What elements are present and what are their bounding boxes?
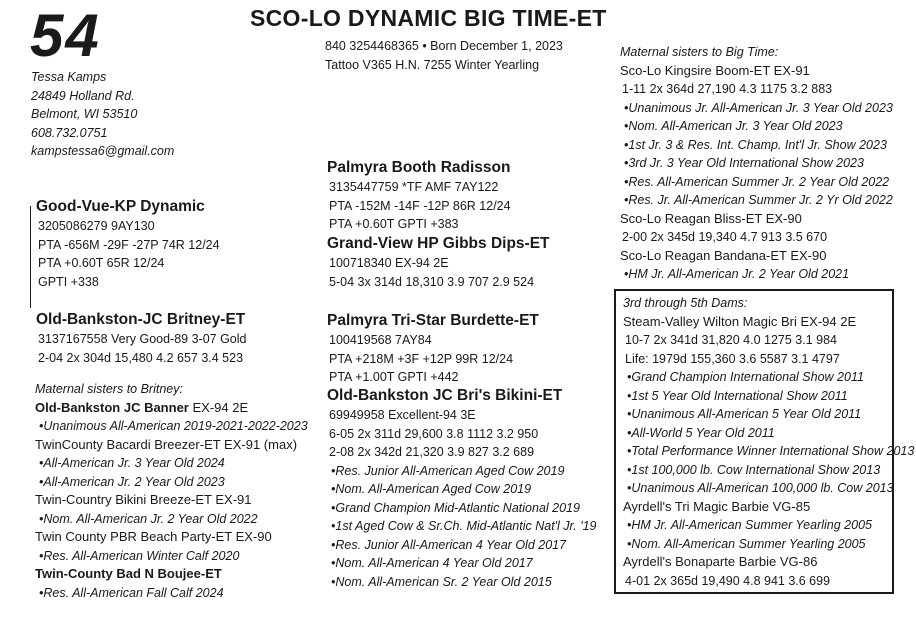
production-record: 10-7 2x 341d 31,820 4.0 1275 3.1 984 [625, 333, 837, 347]
award: •Grand Champion International Show 2011 [627, 370, 864, 384]
production-record: 2-00 2x 345d 19,340 4.7 913 3.5 670 [622, 230, 828, 244]
sire-dam-name: Grand-View HP Gibbs Dips-ET [327, 235, 550, 252]
dam-dam-block [327, 386, 597, 591]
sister-name: Sco-Lo Reagan Bliss-ET EX-90 [620, 210, 802, 226]
sire-dam-line: 5-04 3x 314d 18,310 3.9 707 2.9 524 [329, 274, 535, 289]
production-record: Life: 1979d 155,360 3.6 5587 3.1 4797 [625, 351, 840, 366]
sire-line: PTA -656M -29F -27P 74R 12/24 [38, 237, 220, 252]
sister-name: Twin-County Bad N Boujee-ET [35, 566, 222, 581]
sister-name: TwinCounty Bacardi Breezer-ET EX-91 (max) [35, 436, 298, 452]
dam-name: Steam-Valley Wilton Magic Bri EX-94 2E [623, 313, 857, 329]
dam-line: 2-04 2x 304d 15,480 4.2 657 3.4 523 [38, 350, 244, 365]
production-record: 4-01 2x 365d 19,490 4.8 941 3.6 699 [625, 573, 831, 588]
section-heading: 3rd through 5th Dams: [623, 296, 748, 310]
sire-sire-name: Palmyra Booth Radisson [327, 159, 511, 176]
tattoo-line: Tattoo V365 H.N. 7255 Winter Yearling [325, 57, 540, 72]
award: •1st 5 Year Old International Show 2011 [627, 388, 848, 403]
award: •Unanimous All-American 100,000 lb. Cow 2013 [627, 481, 894, 495]
big-time-sisters [620, 43, 893, 284]
award: •Res. All-American Fall Calf 2024 [39, 585, 224, 600]
award: •Nom. All-American Sr. 2 Year Old 2015 [331, 574, 552, 589]
sire-sire-line: PTA -152M -14F -12P 86R 12/24 [329, 198, 511, 213]
owner-name: Tessa Kamps [31, 70, 107, 84]
section-heading: Maternal sisters to Big Time: [620, 45, 779, 59]
award: •Nom. All-American 4 Year Old 2017 [331, 556, 533, 570]
dam-sire-line: PTA +218M +3F +12P 99R 12/24 [329, 351, 514, 366]
sire-name: Good-Vue-KP Dynamic [36, 198, 205, 215]
sister-name: Old-Bankston JC Banner EX-94 2E [35, 399, 249, 415]
award: •Nom. All-American Jr. 3 Year Old 2023 [624, 119, 843, 133]
sire-block [36, 197, 220, 291]
owner-city: Belmont, WI 53510 [31, 107, 138, 121]
sire-line: 3205086279 9AY130 [38, 219, 155, 233]
award: •Nom. All-American Aged Cow 2019 [331, 482, 532, 496]
animal-title: SCO-LO DYNAMIC BIG TIME-ET [250, 5, 607, 31]
dam-name: Ayrdell's Tri Magic Barbie VG-85 [623, 498, 811, 514]
dam-sire-name: Palmyra Tri-Star Burdette-ET [327, 312, 539, 329]
award: •Res. All-American Winter Calf 2020 [39, 548, 240, 563]
award: •All-American Jr. 2 Year Old 2023 [39, 474, 225, 489]
owner-phone: 608.732.0751 [31, 125, 108, 140]
sire-sire-block [327, 158, 511, 234]
dams-box-content [623, 294, 914, 590]
award: •HM Jr. All-American Summer Yearling 2005 [627, 518, 872, 532]
dam-dam-line: 2-08 2x 342d 21,320 3.9 827 3.2 689 [329, 445, 535, 459]
dam-block [36, 310, 247, 367]
sister-name: Twin County PBR Beach Party-ET EX-90 [35, 529, 272, 544]
award: •Grand Champion Mid-Atlantic National 2019 [331, 500, 580, 515]
sire-sire-line: 3135447759 *TF AMF 7AY122 [329, 180, 499, 194]
award: •1st Jr. 3 & Res. Int. Champ. Int'l Jr. Show 2023 [624, 137, 887, 152]
award: •HM Jr. All-American Jr. 2 Year Old 2021 [624, 267, 850, 281]
sire-dam-block [327, 234, 550, 291]
sire-dam-line: 100718340 EX-94 2E [329, 256, 449, 270]
owner-email: kampstessa6@gmail.com [31, 144, 175, 158]
award: •All-American Jr. 3 Year Old 2024 [39, 456, 225, 470]
animal-info [325, 37, 563, 74]
sire-sire-line: PTA +0.60T GPTI +383 [329, 217, 459, 231]
dam-name: Ayrdell's Bonaparte Barbie VG-86 [623, 554, 818, 569]
award: •Unanimous Jr. All-American Jr. 3 Year Old 2023 [624, 100, 893, 115]
owner-address: 24849 Holland Rd. [31, 88, 135, 103]
award: •All-World 5 Year Old 2011 [627, 425, 775, 440]
award: •3rd Jr. 3 Year Old International Show 2023 [624, 156, 864, 170]
lot-number: 54 [30, 2, 101, 69]
award: •Nom. All-American Jr. 2 Year Old 2022 [39, 511, 258, 526]
dam-dam-line: 6-05 2x 311d 29,600 3.8 1112 3.2 950 [329, 426, 539, 441]
production-record: 1-11 2x 364d 27,190 4.3 1175 3.2 883 [622, 82, 833, 96]
award: •Unanimous All-American 5 Year Old 2011 [627, 407, 862, 421]
dam-sire-block [327, 311, 539, 387]
dam-name: Old-Bankston-JC Britney-ET [36, 311, 246, 328]
award: •Total Performance Winner International Show 2013 [627, 444, 915, 458]
dam-dam-name: Old-Bankston JC Bri's Bikini-ET [327, 387, 563, 404]
sister-name: Sco-Lo Kingsire Boom-ET EX-91 [620, 62, 810, 78]
award: •1st Aged Cow & Sr.Ch. Mid-Atlantic Nat'l Jr. '19 [331, 519, 597, 533]
dam-sire-line: PTA +1.00T GPTI +442 [329, 370, 459, 384]
sire-line: PTA +0.60T 65R 12/24 [38, 256, 165, 270]
dam-line: 3137167558 Very Good-89 3-07 Gold [38, 332, 247, 346]
award: •Res. Junior All-American 4 Year Old 2017 [331, 537, 567, 552]
sister-name: Twin-Country Bikini Breeze-ET EX-91 [35, 492, 252, 507]
registration-line: 840 3254468365 • Born December 1, 2023 [325, 39, 563, 53]
section-heading: Maternal sisters to Britney: [35, 382, 183, 396]
award: •Unanimous All-American 2019-2021-2022-2023 [39, 419, 308, 433]
award: •Res. All-American Summer Jr. 2 Year Old 2022 [624, 174, 890, 189]
pedigree-bracket [30, 206, 31, 308]
award: •Res. Junior All-American Aged Cow 2019 [331, 463, 565, 478]
award: •1st 100,000 lb. Cow International Show 2013 [627, 462, 881, 477]
sire-line: GPTI +338 [38, 274, 99, 289]
sister-name: Sco-Lo Reagan Bandana-ET EX-90 [620, 247, 827, 263]
owner-info [31, 68, 174, 161]
award: •Nom. All-American Summer Yearling 2005 [627, 536, 866, 551]
britney-sisters [35, 380, 308, 602]
award: •Res. Jr. All-American Summer Jr. 2 Yr Old 2022 [624, 193, 893, 207]
dam-dam-line: 69949958 Excellent-94 3E [329, 408, 476, 422]
dam-sire-line: 100419568 7AY84 [329, 333, 432, 347]
